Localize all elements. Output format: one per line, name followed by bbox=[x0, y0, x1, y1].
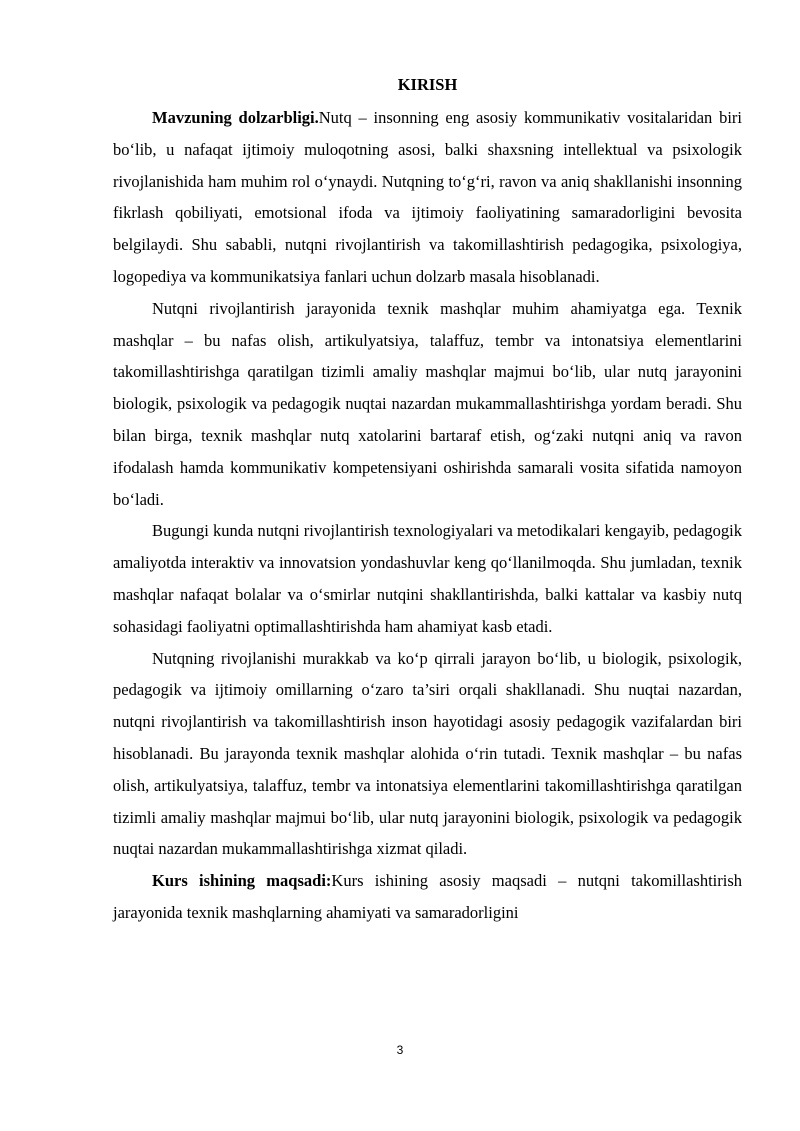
paragraph-technical-exercises bbox=[113, 293, 742, 516]
paragraph-modern-approaches bbox=[113, 515, 742, 642]
paragraph-text: Nutq – insonning eng asosiy kommunikativ vositalaridan biri bo‘lib, u nafaqat ijtimoiy muloqotning asosi, balki shaxsning intellektual va psixologik rivojlanishida ham muhim rol o‘ynaydi. Nutqning to‘g‘ri, ravon va aniq shakllanishi insonning fikrlash qobiliyati, emotsional ifoda va ijtimoiy faoliyatining samaradorligini bevosita belgilaydi. Shu sababli, nutqni rivojlantirish va takomillashtirish pedagogika, psixologiya, logopediya va kommunikatsiya fanlari uchun dolzarb masala hisoblanadi. bbox=[113, 108, 742, 286]
paragraph-lead: Kurs ishining maqsadi: bbox=[152, 871, 332, 891]
paragraph-speech-development bbox=[113, 643, 742, 866]
paragraph-relevance bbox=[113, 102, 742, 293]
page-content bbox=[113, 74, 742, 929]
paragraph-text: Nutqni rivojlantirish jarayonida texnik mashqlar muhim ahamiyatga ega. Texnik mashqlar – bu nafas olish, artikulyatsiya, talaffuz, tembr va intonatsiya elementlarini takomillashtirishga qaratilgan tizimli amaliy mashqlar majmui bo‘lib, ular nutq jarayonini biologik, psixologik va pedagogik nuqtai nazardan mukammallashtirishga yordam beradi. Shu bilan birga, texnik mashqlar nutq xatolarini bartaraf etish, og‘zaki nutqni aniq va ravon ifodalash hamda kommunikativ kompetensiyani oshirishda samarali vosita sifatida namoyon bo‘ladi. bbox=[113, 298, 742, 509]
page-number: 3 bbox=[396, 1043, 404, 1057]
paragraph-text: Kurs ishining asosiy maqsadi – nutqni takomillashtirish jarayonida texnik mashqlarning ahamiyati va samaradorligini bbox=[113, 871, 742, 922]
paragraph-course-goal bbox=[113, 865, 742, 929]
paragraph-text: Bugungi kunda nutqni rivojlantirish texnologiyalari va metodikalari kengayib, pedagogik amaliyotda interaktiv va innovatsion yondashuvlar keng qo‘llanilmoqda. Shu jumladan, texnik mashqlar nafaqat bolalar va o‘smirlar nutqini shakllantirishda, balki kattalar va kasbiy nutq sohasidagi faoliyatni optimallashtirishda ham ahamiyat kasb etadi. bbox=[113, 521, 742, 636]
paragraph-text: Nutqning rivojlanishi murakkab va ko‘p qirrali jarayon bo‘lib, u biologik, psixologik, pedagogik va ijtimoiy omillarning o‘zaro ta’siri orqali shakllanadi. Shu nuqtai nazardan, nutqni rivojlantirish va takomillashtirish inson hayotidagi asosiy pedagogik vazifalardan biri hisoblanadi. Bu jarayonda texnik mashqlar alohida o‘rin tutadi. Texnik mashqlar – bu nafas olish, artikulyatsiya, talaffuz, tembr va intonatsiya elementlarini takomillashtirishga qaratilgan tizimli amaliy mashqlar majmui bo‘lib, ular nutq jarayonini biologik, psixologik va pedagogik nuqtai nazardan mukammallashtirishga xizmat qiladi. bbox=[113, 648, 742, 859]
paragraph-lead: Mavzuning dolzarbligi. bbox=[152, 108, 319, 127]
section-title: KIRISH bbox=[397, 75, 458, 94]
